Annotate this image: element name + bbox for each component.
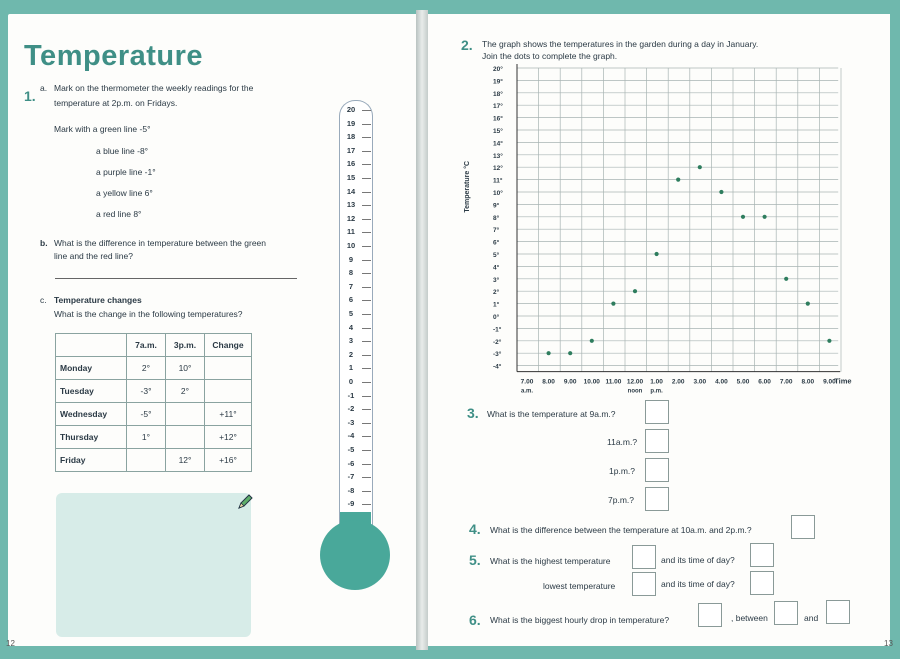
y-tick-label: 2° (493, 289, 500, 297)
day-cell: Friday (56, 449, 127, 472)
y-tick-label: 16° (493, 115, 503, 123)
y-tick-label: 15° (493, 128, 503, 135)
x-tick-label: 7.00 (520, 378, 534, 386)
q3-item: 7p.m.? (608, 495, 634, 505)
thermometer-tick-mark (362, 491, 371, 492)
x-tick-label: 7.00 (779, 378, 793, 386)
page-title: Temperature (24, 40, 204, 72)
x-tick-label: 1.00 (650, 378, 663, 386)
thermometer-tick-mark (362, 436, 371, 437)
q1a-text2: temperature at 2p.m. on Fridays. (54, 98, 178, 108)
mark-instruction: Mark with a green line -5° (54, 124, 151, 134)
q1b-text: What is the difference in temperature between the green (54, 238, 266, 248)
thermometer-tick-label: 8 (348, 268, 354, 278)
y-tick-label: 0° (493, 314, 500, 321)
q5-text: What is the highest temperature (490, 556, 611, 566)
thermometer-tick-label: 2 (348, 349, 354, 359)
thermometer-tick-mark (362, 246, 371, 247)
thermometer-tick-mark (362, 110, 371, 111)
x-tick-label: 10.00 (583, 378, 600, 386)
q6-number: 6. (469, 612, 481, 628)
table-row (56, 357, 252, 380)
q5-lowest: lowest temperature (543, 581, 616, 591)
thermometer-tick-mark (362, 192, 371, 193)
thermometer-tick-label: 9 (348, 254, 354, 264)
data-point (633, 289, 637, 293)
x-tick-label: 9.00 (823, 378, 836, 386)
x-tick-label: 3.00 (693, 378, 707, 386)
data-point (763, 215, 767, 219)
table-cell: 12° (166, 449, 205, 472)
table-header: 7a.m. (127, 334, 166, 357)
day-cell: Monday (56, 357, 127, 380)
thermometer-tick-label: 14 (346, 186, 356, 196)
table-cell: 2° (127, 357, 166, 380)
thermometer-tick-label: 3 (348, 336, 354, 346)
thermometer-bulb (320, 520, 390, 590)
thermometer-tick-mark (362, 382, 371, 383)
thermometer-tick-mark (362, 423, 371, 424)
table-cell: 10° (166, 357, 205, 380)
mark-instruction: a purple line -1° (96, 167, 156, 177)
y-tick-label: 9° (493, 202, 500, 210)
answer-box[interactable] (645, 458, 669, 482)
thermometer-tick-label: 19 (346, 118, 356, 128)
y-tick-label: 13° (493, 152, 503, 160)
answer-box[interactable] (645, 487, 669, 511)
thermometer-tick-label: 7 (348, 281, 354, 291)
y-tick-label: 1° (493, 301, 500, 309)
thermometer-tick-mark (362, 314, 371, 315)
thermometer-tick-label: 15 (346, 173, 356, 182)
answer-box[interactable] (750, 543, 774, 567)
thermometer-tick-label: 12 (346, 213, 356, 223)
y-tick-label: 8° (493, 214, 500, 222)
table-row (56, 449, 252, 472)
q4-text: What is the difference between the temperature at 10a.m. and 2p.m.? (490, 525, 752, 535)
thermometer-tick-label: 0 (348, 377, 354, 386)
data-point (741, 215, 745, 219)
y-tick-label: 19° (493, 78, 503, 86)
thermometer-tick-label: 13 (346, 200, 356, 210)
thermometer-tick-mark (362, 368, 371, 369)
table-header: Change (205, 334, 252, 357)
y-tick-label: -2° (493, 338, 502, 346)
q1c-title: Temperature changes (54, 295, 142, 305)
y-tick-label: 17° (493, 103, 503, 111)
x-tick-label: 8.00 (542, 378, 555, 386)
thermometer-tick-label: -6 (347, 458, 355, 468)
y-tick-label: 10° (493, 190, 503, 197)
q1a-text: Mark on the thermometer the weekly readings for the (54, 83, 254, 93)
y-tick-label: 20° (493, 66, 503, 73)
thermometer-tick-mark (362, 328, 371, 329)
thermometer-tick-mark (362, 409, 371, 410)
data-point (590, 339, 594, 343)
table-row (56, 403, 252, 426)
thermometer-tick-mark (362, 287, 371, 288)
thermometer-tick-label: -4 (347, 431, 355, 441)
thermometer-tick-label: -7 (347, 472, 355, 482)
x-tick-label: 9.00 (563, 378, 577, 386)
thermometer-tick-label: 1 (348, 363, 354, 373)
x-tick-label: 8.00 (801, 378, 815, 386)
q1b-label: b. (40, 238, 48, 248)
y-tick-label: -1° (493, 326, 502, 334)
answer-box[interactable] (645, 400, 669, 424)
answer-box[interactable] (632, 545, 656, 569)
y-tick-label: 5° (493, 252, 500, 259)
data-point (806, 302, 810, 306)
mark-instruction: a red line 8° (96, 209, 142, 219)
thermometer-tick-label: 6 (348, 295, 354, 305)
answer-box[interactable] (632, 572, 656, 596)
day-cell: Thursday (56, 426, 127, 449)
thermometer-tick-label: 20 (346, 105, 356, 114)
thermometer-tick-mark (362, 232, 371, 233)
thermometer-tick-label: 11 (347, 227, 355, 237)
data-point (611, 302, 615, 306)
y-tick-label: 11° (493, 177, 503, 185)
q5-and-time2: and its time of day? (661, 579, 735, 589)
q3-item: 1p.m.? (609, 466, 635, 476)
thermometer-tick-label: -3 (347, 417, 355, 427)
thermometer-tick-mark (362, 124, 371, 125)
y-axis-label: Temperature °C (464, 160, 471, 213)
table-cell: 1° (127, 426, 166, 449)
data-point (676, 178, 680, 182)
answer-box[interactable] (826, 600, 850, 624)
q5-number: 5. (469, 552, 481, 568)
x-tick-label: 12.00 (626, 378, 644, 386)
thermometer-tick-mark (362, 355, 371, 356)
x-tick-label: 2.00 (671, 378, 685, 386)
thermometer-tick-label: 10 (346, 241, 356, 250)
thermometer-tick-mark (362, 205, 371, 206)
thermometer-tick-mark (362, 137, 371, 138)
table-cell[interactable] (205, 380, 252, 403)
pencil-icon (236, 493, 254, 516)
table-cell[interactable] (166, 403, 205, 426)
table-header: 3p.m. (166, 334, 205, 357)
y-tick-label: 7° (493, 227, 500, 235)
table-cell: -3° (127, 380, 166, 403)
table-cell: +11° (205, 403, 252, 426)
data-point (547, 351, 551, 355)
table-cell[interactable] (166, 426, 205, 449)
q1c-label: c. (40, 295, 47, 305)
table-cell: 2° (166, 380, 205, 403)
thermometer-tick-mark (362, 300, 371, 301)
thermometer-tick-mark (362, 464, 371, 465)
data-point (568, 351, 572, 355)
thermometer-tick-label: 5 (348, 309, 354, 318)
y-tick-label: 4° (493, 264, 500, 272)
answer-box[interactable] (791, 515, 815, 539)
thermometer-tick-mark (362, 151, 371, 152)
q3-item: 11a.m.? (607, 437, 638, 447)
y-tick-label: -3° (493, 351, 502, 359)
thermometer-tick-mark (362, 178, 371, 179)
q1b-text2: line and the red line? (54, 251, 133, 261)
temperature-chart[interactable] (455, 60, 890, 395)
q6-between: , between (731, 613, 768, 623)
table-cell: +16° (205, 449, 252, 472)
table-header-row (56, 334, 252, 357)
table-cell: -5° (127, 403, 166, 426)
y-tick-label: 6° (493, 239, 500, 247)
data-point (698, 165, 702, 169)
thermometer-tick-label: 16 (346, 159, 356, 169)
q5-and-time: and its time of day? (661, 555, 735, 565)
thermometer-tick-label: 18 (346, 132, 356, 142)
q1a-label: a. (40, 83, 48, 93)
x-axis-label: Time (834, 376, 852, 386)
q3-number: 3. (467, 405, 479, 421)
table-cell[interactable] (205, 357, 252, 380)
thermometer-tick-mark (362, 219, 371, 220)
notes-box[interactable] (56, 493, 251, 637)
thermometer-tick-mark (362, 450, 371, 451)
answer-box[interactable] (750, 571, 774, 595)
data-point (827, 339, 831, 343)
table-cell[interactable] (127, 449, 166, 472)
thermometer-tick-label: -2 (347, 404, 355, 414)
q6-and: and (804, 613, 819, 623)
thermometer-tick-mark (362, 273, 371, 274)
thermometer-tick-mark (362, 477, 371, 478)
mark-instruction: a blue line -8° (96, 146, 149, 156)
q4-number: 4. (469, 521, 481, 537)
q2-number: 2. (461, 37, 473, 53)
thermometer-tick-label: 4 (348, 322, 354, 332)
x-tick-label: 6.00 (758, 378, 771, 386)
thermometer-tick-mark (362, 504, 371, 505)
y-tick-label: 14° (493, 140, 503, 148)
x-sub-label: a.m. (520, 388, 534, 395)
thermometer-tick-mark (362, 260, 371, 261)
thermometer-tick-label: -1 (347, 390, 355, 400)
day-cell: Wednesday (56, 403, 127, 426)
answer-line[interactable] (55, 278, 297, 279)
x-tick-label: 5.00 (736, 378, 750, 386)
answer-box[interactable] (645, 429, 669, 453)
page-number: 13 (884, 639, 893, 648)
q3-text: What is the temperature at 9a.m.? (487, 409, 616, 419)
thermometer-tick-mark (362, 341, 371, 342)
data-point (784, 277, 788, 281)
page-number: 12 (6, 639, 15, 648)
y-tick-label: -4° (493, 363, 502, 371)
temperature-table (55, 333, 252, 472)
x-sub-label: noon (627, 388, 643, 395)
thermometer-tick-label: -5 (347, 445, 355, 454)
table-header (56, 334, 127, 357)
x-tick-label: 11.00 (605, 378, 622, 386)
x-tick-label: 4.00 (715, 378, 728, 386)
q2-text: The graph shows the temperatures in the garden during a day in January. (482, 39, 759, 49)
y-tick-label: 18° (493, 90, 503, 98)
answer-box[interactable] (774, 601, 798, 625)
thermometer-tick-mark (362, 396, 371, 397)
x-sub-label: p.m. (650, 388, 663, 395)
thermometer-tick-label: -8 (347, 485, 355, 495)
q2-text2: Join the dots to complete the graph. (482, 51, 618, 61)
table-row (56, 380, 252, 403)
y-tick-label: 3° (493, 276, 500, 284)
table-cell: +12° (205, 426, 252, 449)
q1c-text: What is the change in the following temperatures? (54, 309, 243, 319)
day-cell: Tuesday (56, 380, 127, 403)
data-point (655, 252, 659, 256)
book-gutter (416, 10, 428, 650)
q6-text: What is the biggest hourly drop in temperature? (490, 615, 670, 625)
q1-number: 1. (24, 88, 36, 104)
data-point (719, 190, 723, 194)
answer-box[interactable] (698, 603, 722, 627)
mark-instruction: a yellow line 6° (96, 188, 153, 198)
table-row (56, 426, 252, 449)
thermometer-tick-mark (362, 164, 371, 165)
thermometer-tick-label: 17 (346, 145, 356, 155)
thermometer-tick-label: -9 (347, 499, 355, 509)
y-tick-label: 12° (493, 165, 503, 173)
